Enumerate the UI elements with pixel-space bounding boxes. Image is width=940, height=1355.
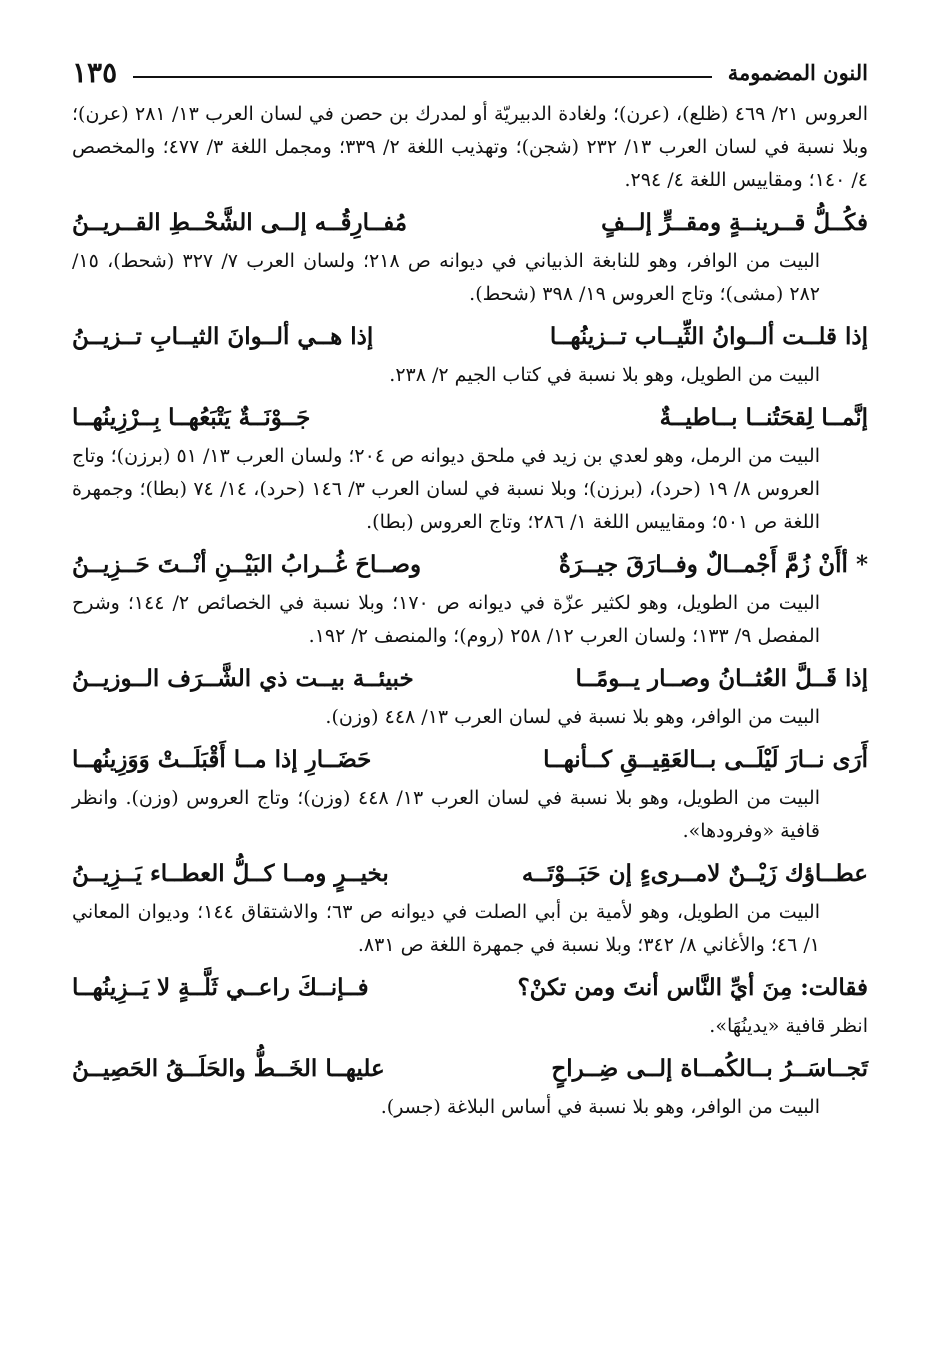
verse-second-hemistich: عليهــا الخَــطُّ والحَلَــقُ الحَصِيــنُ <box>72 1055 385 1082</box>
verse-line <box>72 738 868 782</box>
verse-second-hemistich: جَــوْنَــةٌ يَتْبَعُهــا بِــرْزِينُهــا <box>72 404 311 431</box>
verse-first-hemistich: * أأَنْ زُمَّ أَجْمــالٌ وفــارَقَ جيــرَةٌ <box>558 551 868 578</box>
verse-second-hemistich: إذا هــي ألــوانَ الثيــابِ تــزيــنُ <box>72 323 374 350</box>
verse-line <box>72 396 868 440</box>
verse-first-hemistich: إذا قلــت ألــوانُ الثِّيــاب تــزينُهــا <box>549 323 868 350</box>
verse-first-hemistich: أَرَى نــارَ لَيْلَــى بــالعَقِيــقِ كــأنهــا <box>543 746 868 773</box>
cross-reference-note: انظر قافية «يدينُهَا». <box>709 1015 868 1037</box>
verse-second-hemistich: فــإنــكَ راعــي ثَلَّــةٍ لا يَــزِينُهــا <box>72 974 369 1001</box>
verse-line <box>72 201 868 245</box>
citation-paragraph: البيت من الوافر، وهو بلا نسبة في لسان العرب ١٣/ ٤٤٨ (وزن). <box>325 706 820 728</box>
page-header <box>72 52 868 92</box>
verse-first-hemistich: إذا قَــلَّ العُثــانُ وصــار يــومًــا <box>575 665 868 692</box>
verse-first-hemistich: إنَّمــا لِقحَتُنــا بــاطيــةٌ <box>659 404 868 431</box>
citation-paragraph: البيت من الطويل، وهو بلا نسبة في كتاب الجيم ٢/ ٢٣٨. <box>389 364 820 386</box>
citation-paragraph: العروس ٢١/ ٤٦٩ (ظلع)، (عرن)؛ ولغادة الدبيريّة أو لمدرك بن حصن في لسان العرب ١٣/ ٢٨١ (عرن)؛ وبلا نسبة في لسان العرب ١٣/ ٢٣٢ (شجن)؛ وتهذيب اللغة ٢/ ٣٣٩؛ ومجمل اللغة ٣/ ٤٧٧؛ والمخصص ٤/ ١٤٠؛ ومقاييس اللغة ٤/ ٢٩٤. <box>72 103 868 191</box>
citation-paragraph: البيت من الطويل، وهو بلا نسبة في لسان العرب ١٣/ ٤٤٨ (وزن)؛ وتاج العروس (وزن). وانظر قافية «وفرودها». <box>72 787 820 842</box>
chapter-title: النون المضمومة <box>727 59 868 85</box>
page-number: ١٣٥ <box>72 55 118 89</box>
verse-first-hemistich: عطــاؤك زَيْــنٌ لامــرىءٍ إن حَبَــوْتَــه <box>521 860 868 887</box>
verse-line <box>72 657 868 701</box>
verse-line <box>72 852 868 896</box>
citation-paragraph: البيت من الرمل، وهو لعدي بن زيد في ملحق ديوانه ص ٢٠٤؛ ولسان العرب ١٣/ ٥١ (برزن)؛ وتاج العروس ٨/ ١٩ (حرد)، (برزن)؛ وبلا نسبة في لسان العرب ٣/ ١٤٦ (حرد)، ١٤/ ٧٤ (بطا)؛ وجمهرة اللغة ص ٥٠١؛ ومقاييس اللغة ١/ ٢٨٦؛ وتاج العروس (بطا). <box>72 445 820 533</box>
verse-line <box>72 966 868 1010</box>
verse-line <box>72 543 868 587</box>
verse-first-hemistich: تَجــاسَــرُ بــالكُمــاة إلــى ضِــراحٍ <box>551 1055 868 1082</box>
verse-second-hemistich: بخيــرٍ ومــا كــلُّ العطــاء يَــزِيــنُ <box>72 860 389 887</box>
verse-first-hemistich: فقالت: مِنَ أيِّ النَّاس أنتَ ومن تكنْ؟ <box>517 974 868 1001</box>
verse-second-hemistich: وصــاحَ غُــرابُ البَيْــنِ أنْــتَ حَــزِيــنُ <box>72 551 422 578</box>
header-rule <box>133 76 712 78</box>
citation-paragraph: البيت من الوافر، وهو للنابغة الذبياني في ديوانه ص ٢١٨؛ ولسان العرب ٧/ ٣٢٧ (شحط)، ١٥/ ٢٨٢ (مشى)؛ وتاج العروس ١٩/ ٣٩٨ (شحط). <box>72 250 821 305</box>
verse-first-hemistich: فكُــلُّ قــرينــةٍ ومقــرٍّ إلــفٍ <box>601 209 868 236</box>
citation-paragraph: البيت من الوافر، وهو بلا نسبة في أساس البلاغة (جسر). <box>380 1096 820 1118</box>
citation-paragraph: البيت من الطويل، وهو لأمية بن أبي الصلت في ديوانه ص ٦٣؛ والاشتقاق ١٤٤؛ وديوان المعاني ١/ ٤٦؛ والأغاني ٨/ ٣٤٢؛ وبلا نسبة في جمهرة اللغة ص ٨٣١. <box>72 901 820 956</box>
verse-line <box>72 1047 868 1091</box>
verse-second-hemistich: مُفــارِقُــه إلــى الشَّحْــطِ القــريــنُ <box>72 209 408 236</box>
verse-second-hemistich: حَضَــارِ إذا مــا أَقْبَلَــتْ وَوَزِينُهــا <box>72 746 372 773</box>
citation-paragraph: البيت من الطويل، وهو لكثير عزّة في ديوانه ص ١٧٠؛ وبلا نسبة في الخصائص ٢/ ١٤٤؛ وشرح المفصل ٩/ ١٣٣؛ ولسان العرب ١٢/ ٢٥٨ (روم)؛ والمنصف ٢/ ١٩٢. <box>72 592 820 647</box>
verse-second-hemistich: خبيئــة بيــت ذي الشَّــرَف الــوزيــنُ <box>72 665 414 692</box>
verse-line <box>72 315 868 359</box>
